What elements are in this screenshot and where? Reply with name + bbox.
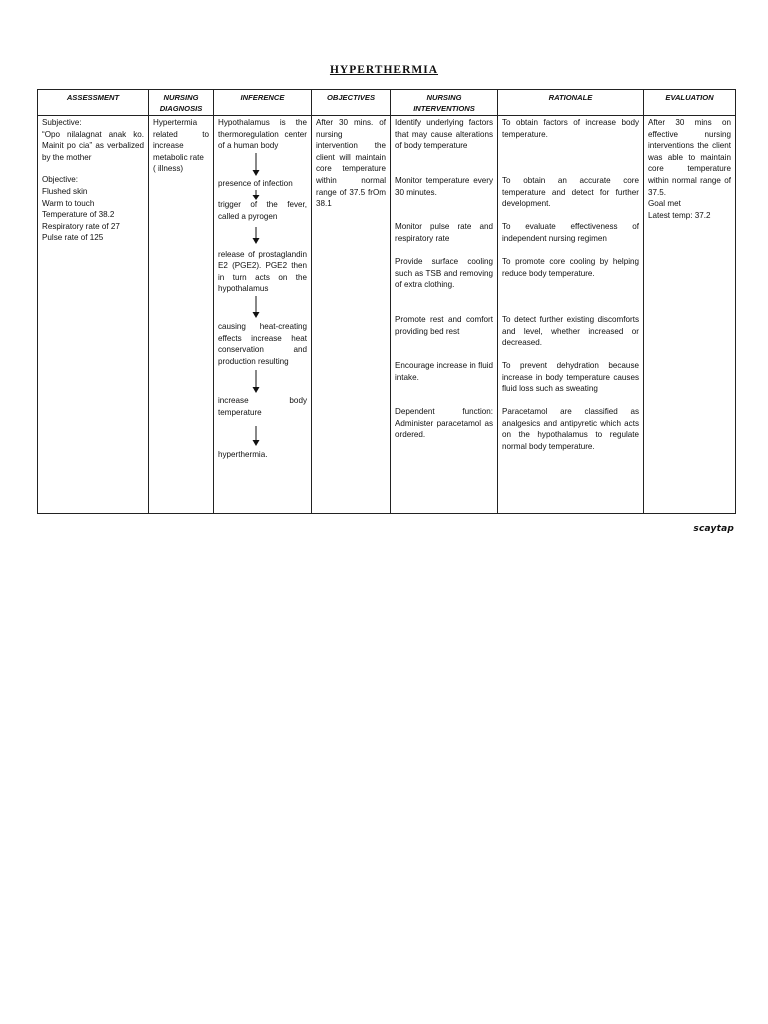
intervention-item: Monitor temperature every 30 minutes. bbox=[395, 176, 493, 197]
inference-step: hyperthermia. bbox=[218, 449, 268, 459]
header-objectives: OBJECTIVES bbox=[312, 90, 391, 116]
objective-item: Flushed skin bbox=[42, 186, 88, 196]
subjective-label: Subjective: bbox=[42, 118, 82, 127]
objective-item: Respiratory rate of 27 bbox=[42, 221, 120, 231]
objective-label: Objective: bbox=[42, 175, 78, 185]
goal-status: Goal met bbox=[648, 199, 681, 209]
table-row bbox=[38, 116, 736, 514]
down-arrow-icon bbox=[218, 189, 307, 199]
inference-cell bbox=[214, 116, 312, 514]
inference-step: causing heat-creating effects increase heat conservation and production resulting bbox=[218, 321, 307, 366]
inference-step: Hypothalamus is the thermoregulation center of a human body bbox=[218, 118, 307, 151]
intervention-item: Provide surface cooling such as TSB and removing of extra clothing. bbox=[395, 257, 493, 290]
rationale-item: To obtain an accurate core temperature and detect for further development. bbox=[502, 176, 639, 209]
inference-step: increase body temperature bbox=[218, 396, 307, 417]
header-nursing-interventions bbox=[391, 90, 498, 116]
scaytap-logo: scaytap bbox=[693, 524, 734, 534]
document-title: HYPERTHERMIA bbox=[329, 64, 439, 76]
latest-temperature: Latest temp: 37.2 bbox=[648, 210, 711, 220]
objective-item: Temperature of 38.2 bbox=[42, 210, 115, 220]
intervention-item: Encourage increase in fluid intake. bbox=[395, 361, 493, 382]
subjective-text: “Opo nilalagnat anak ko. Mainit po cia” as verbalized by the mother bbox=[42, 129, 144, 162]
down-arrow-icon bbox=[218, 152, 307, 178]
objectives-text: After 30 mins. of nursing intervention the client will maintain core temperature within normal range of 37.5 frOm 38.1 bbox=[316, 118, 386, 209]
rationale-item: Paracetamol are classified as analgesics and antipyretic which acts on the hypothalamus to regulate normal body temperature. bbox=[502, 407, 639, 451]
diagnosis-text: Hypertermia related to increase metabolic rate bbox=[153, 118, 209, 162]
intervention-item: Dependent function: Administer paracetamol as ordered. bbox=[395, 407, 493, 440]
rationale-item: To prevent dehydration because increase in body temperature causes fluid loss such as sweating bbox=[502, 361, 639, 394]
header-diagnosis-line1: NURSING bbox=[163, 93, 199, 102]
diagnosis-cell bbox=[149, 116, 214, 514]
inference-step: release of prostaglandin E2 (PGE2). PGE2 then in turn acts on the hypothalamus bbox=[218, 249, 307, 294]
objective-item: Pulse rate of 125 bbox=[42, 233, 104, 243]
evaluation-cell bbox=[644, 116, 736, 514]
objectives-cell bbox=[312, 116, 391, 514]
table-header-row bbox=[38, 90, 736, 116]
inference-step: trigger of the fever, called a pyrogen bbox=[218, 200, 307, 221]
down-arrow-icon bbox=[218, 295, 307, 321]
rationale-item: To detect further existing discomforts and level, whether increased or decreased. bbox=[502, 315, 639, 348]
interventions-cell bbox=[391, 116, 498, 514]
rationale-item: To promote core cooling by helping reduce body temperature. bbox=[502, 257, 639, 278]
header-diagnosis-line2: DIAGNOSIS bbox=[159, 104, 203, 113]
inference-step: presence of infection bbox=[218, 178, 293, 188]
nursing-care-plan-table bbox=[37, 89, 736, 514]
header-inference: INFERENCE bbox=[214, 90, 312, 116]
assessment-cell bbox=[38, 116, 149, 514]
header-rationale: RATIONALE bbox=[498, 90, 644, 116]
rationale-cell bbox=[498, 116, 644, 514]
intervention-item: Promote rest and comfort providing bed rest bbox=[395, 315, 493, 336]
header-evaluation: EVALUATION bbox=[644, 90, 736, 116]
header-interventions-line1: NURSING bbox=[426, 93, 462, 102]
down-arrow-icon bbox=[218, 223, 307, 249]
header-nursing-diagnosis bbox=[149, 90, 214, 116]
intervention-item: Identify underlying factors that may cause alterations of body temperature bbox=[395, 118, 493, 151]
down-arrow-icon bbox=[218, 367, 307, 395]
rationale-item: To evaluate effectiveness of independent nursing regimen bbox=[502, 222, 639, 243]
objective-item: Warm to touch bbox=[42, 198, 95, 208]
evaluation-text: After 30 mins on effective nursing interventions the client was able to maintain core temperature within normal range of 37.5. bbox=[648, 118, 731, 197]
header-interventions-line2: INTERVENTIONS bbox=[413, 104, 475, 113]
diagnosis-note: ( illness) bbox=[153, 164, 184, 174]
header-assessment: ASSESSMENT bbox=[38, 90, 149, 116]
down-arrow-icon bbox=[218, 419, 307, 449]
rationale-item: To obtain factors of increase body temperature. bbox=[502, 118, 639, 139]
intervention-item: Monitor pulse rate and respiratory rate bbox=[395, 222, 493, 243]
